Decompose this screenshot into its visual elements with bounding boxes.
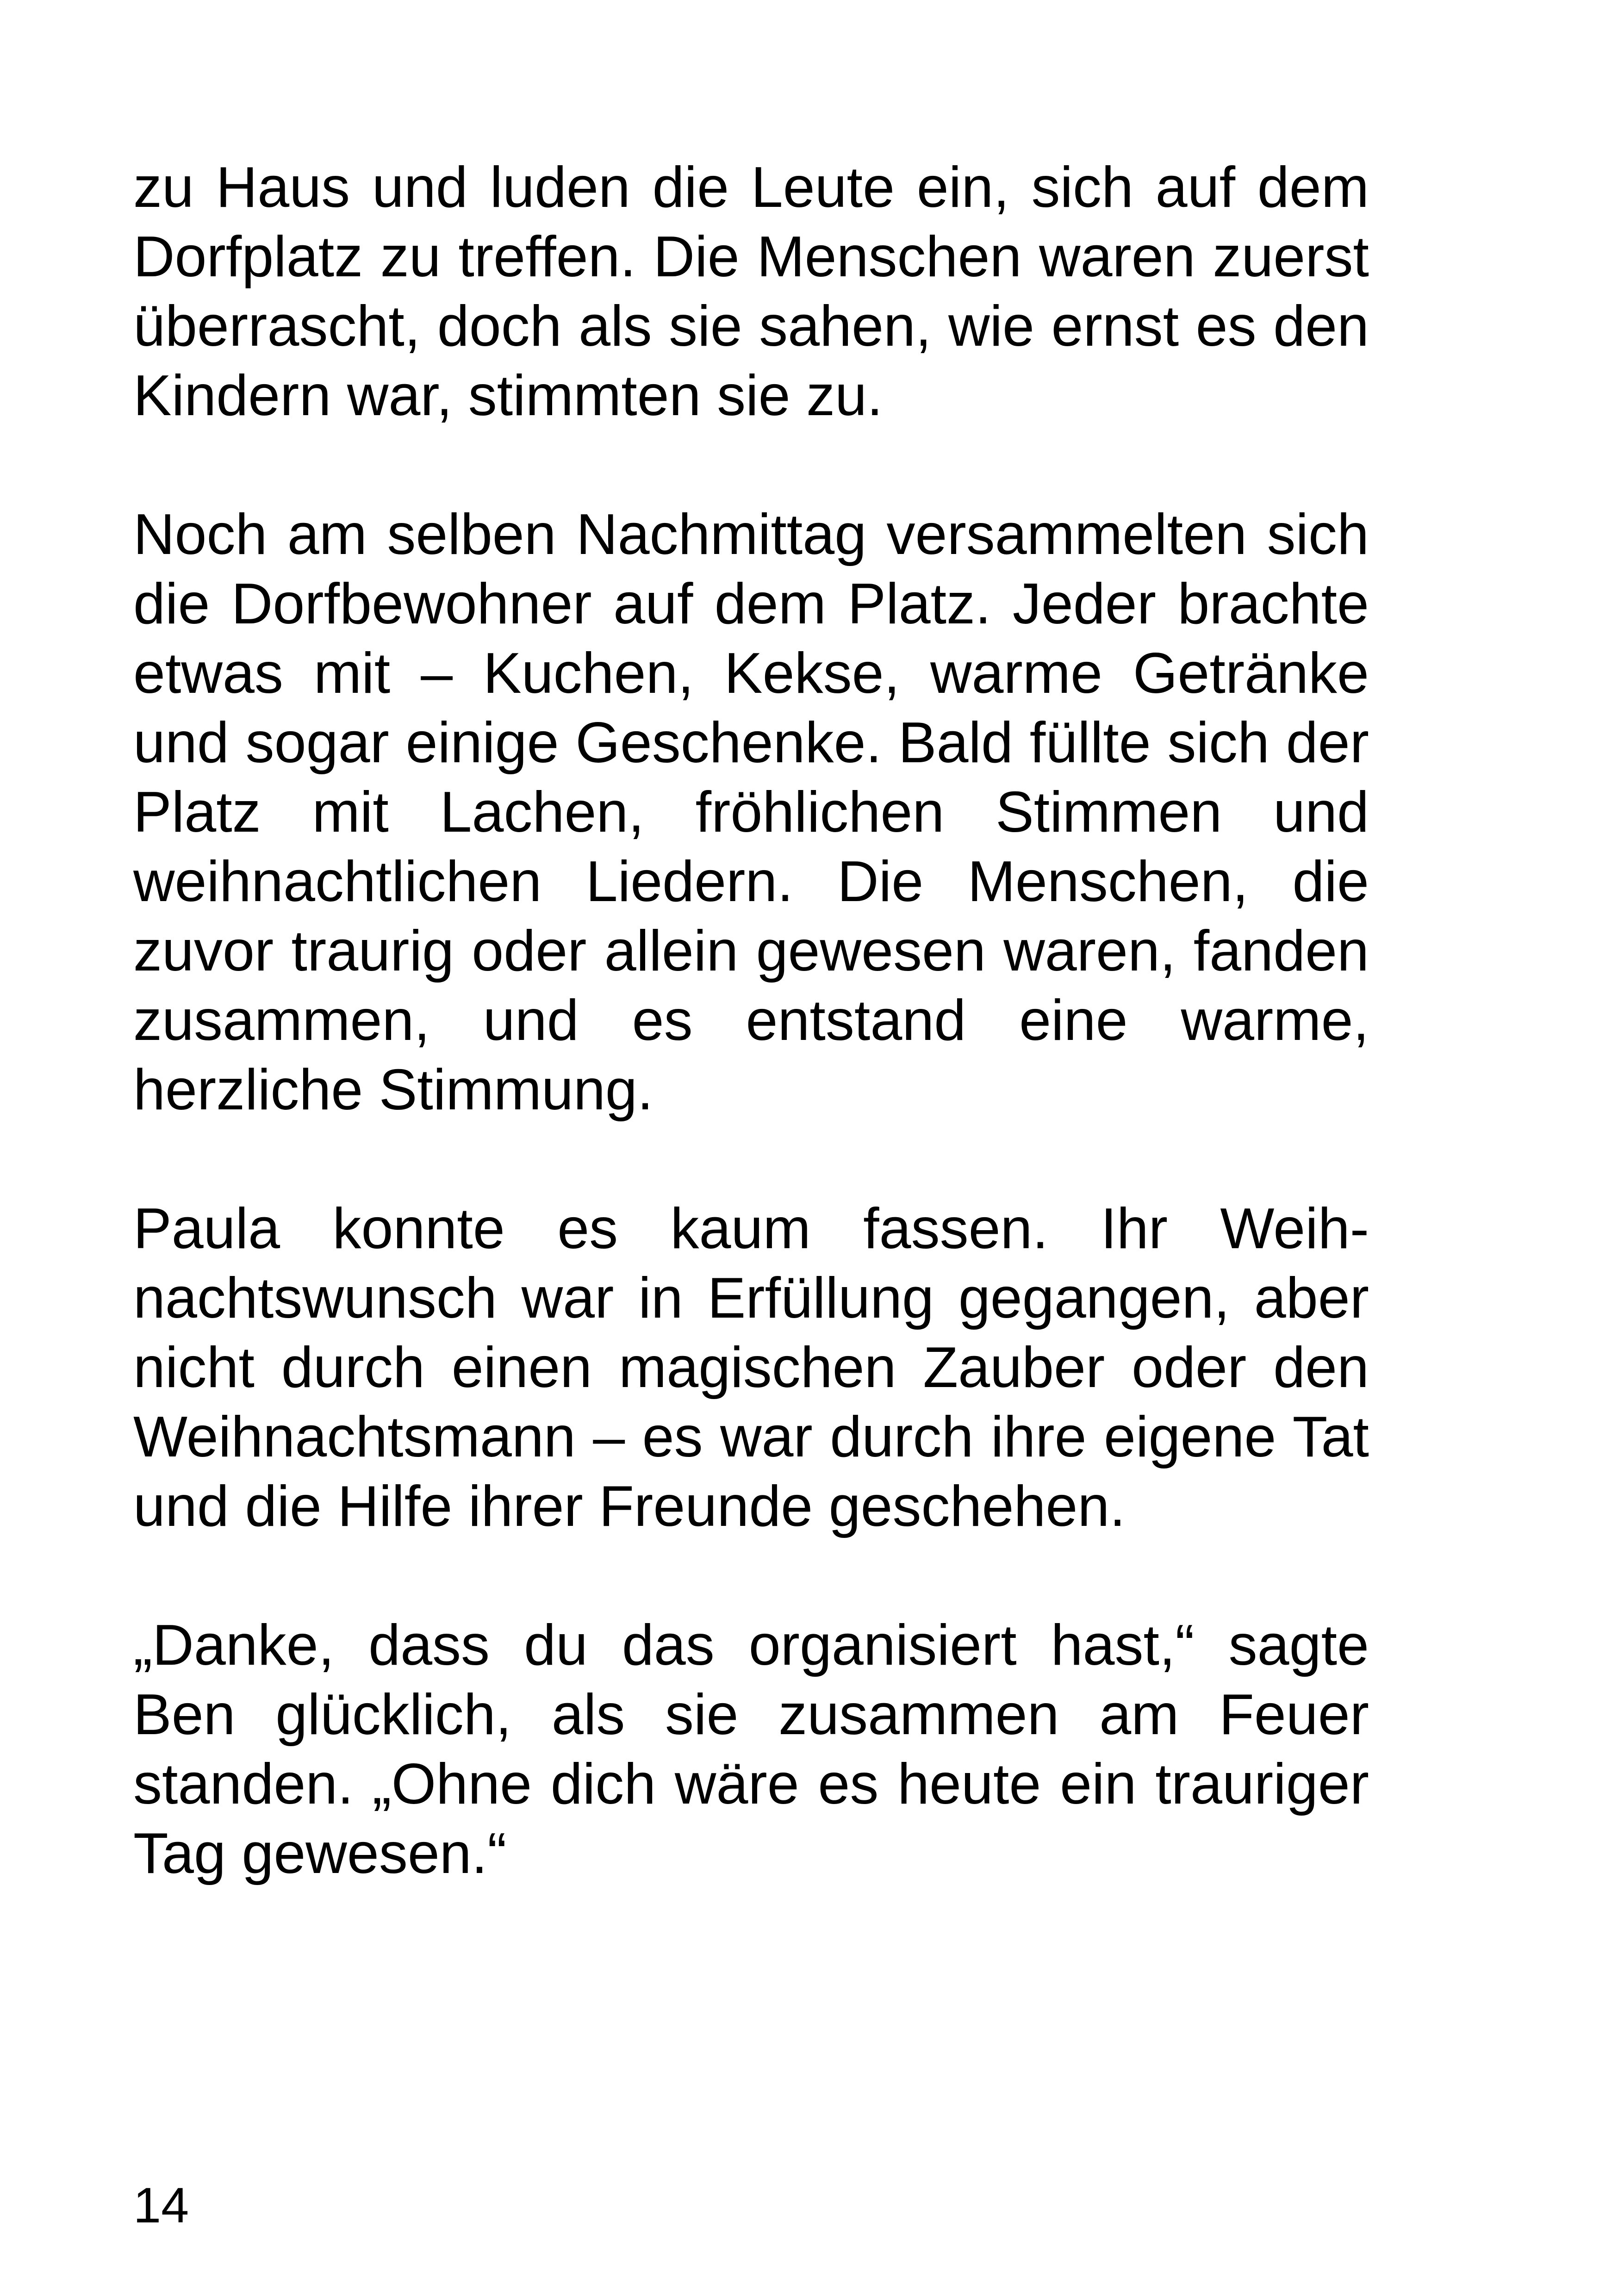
paragraph-4: „Danke, dass du das organisiert hast,“ sagte Ben glücklich, als sie zusammen am Feuer standen. „Ohne dich wäre es heute ein trauriger Tag gewesen.“ <box>133 1613 1369 1885</box>
body-text <box>133 153 1369 1888</box>
paragraph-3: Paula konnte es kaum fassen. Ihr Weihnachtswunsch war in Erfüllung gegangen, aber nicht durch einen magischen Zauber oder den Weihnachtsmann – es war durch ihre eigene Tat und die Hilfe ihrer Freunde geschehen. <box>133 1197 1369 1538</box>
page-number: 14 <box>133 2177 189 2233</box>
paragraph-2: Noch am selben Nachmittag versammelten sich die Dorfbewohner auf dem Platz. Jeder brachte etwas mit – Kuchen, Kekse, warme Getränke und sogar einige Geschenke. Bald füllte sich der Platz mit Lachen, fröhlichen Stimmen und weihnachtlichen Liedern. Die Menschen, die zuvor traurig oder allein gewesen waren, fanden zusammen, und es entstand eine warme, herzliche Stimmung. <box>133 503 1369 1122</box>
paragraph-1: zu Haus und luden die Leute ein, sich auf dem Dorfplatz zu treffen. Die Menschen waren zuerst überrascht, doch als sie sahen, wie ernst es den Kindern war, stimmten sie zu. <box>133 156 1369 428</box>
